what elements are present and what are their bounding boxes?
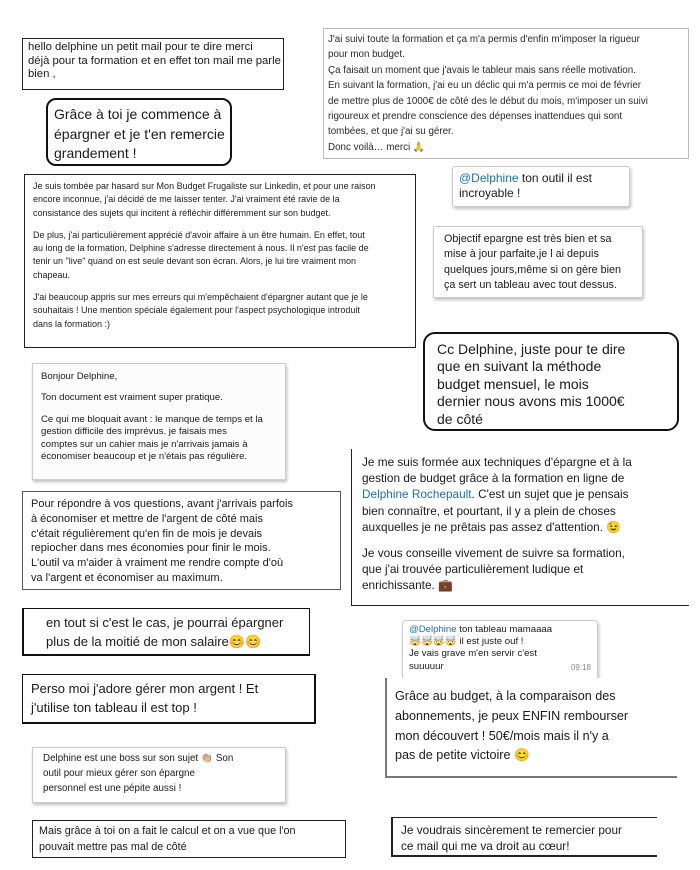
text-line: J'ai suivi toute la formation et ça m'a permis d'enfin m'imposer la rigueur xyxy=(328,34,640,45)
testimonial-calcul xyxy=(32,820,346,858)
text-line: grandement ! xyxy=(54,145,137,161)
text-line: Objectif epargne est très bien et sa xyxy=(444,233,612,245)
text-line: Je suis tombée par hasard sur Mon Budget Frugaliste sur Linkedin, et pour une raison xyxy=(33,181,376,191)
text-line: souhaitais ! Une mention spéciale également pour l'aspect psychologique introduit xyxy=(33,305,360,316)
text-line: Donc voilà… merci 🙏 xyxy=(328,141,426,153)
testimonial-repondre-questions xyxy=(22,491,341,590)
text-line: dans la formation :) xyxy=(33,318,111,329)
text-line: de côté xyxy=(437,410,483,427)
text-line: budget mensuel, le mois xyxy=(437,375,589,392)
text-line: Ce qui me bloquait avant : le manque de temps et la xyxy=(41,413,263,425)
testimonial-hello-delphine xyxy=(22,38,284,90)
text-line: Mais grâce à toi on a fait le calcul et on a vue que l'on xyxy=(39,825,296,837)
text-line: bien connaître, et pourtant, il y a plein de choses xyxy=(362,503,616,518)
text-line: rigoureux et prendre conscience des dépenses inattendues qui sont xyxy=(328,111,623,123)
text-line: chapeau. xyxy=(33,269,71,280)
text-line: pour mon budget. xyxy=(328,49,405,61)
text-line: ton outil il est xyxy=(518,171,592,185)
text-line: En suivant la formation, j'ai eu un déclic qui m'a permis ce moi de février xyxy=(328,80,642,92)
text-line: incroyable ! xyxy=(459,186,521,200)
text-line: Perso moi j'adore gérer mon argent ! Et xyxy=(31,681,259,696)
text-line: Je vous conseille vivement de suivre sa formation, xyxy=(362,546,625,561)
text-line: dernier nous avons mis 1000€ xyxy=(437,393,625,410)
mention-delphine: @Delphine xyxy=(459,171,519,185)
text-line: c'était régulièrement qu'en fin de mois je devais xyxy=(31,527,263,540)
text-line: Bonjour Delphine, xyxy=(41,371,118,382)
text-line: pas de petite victoire 😊 xyxy=(395,748,530,763)
text-line: va l'argent et économiser au maximum. xyxy=(31,571,223,584)
text-line: Je me suis formée aux techniques d'épargne et à la xyxy=(362,455,632,469)
text-line: tombées, et que j'ai su gérer. xyxy=(328,126,454,138)
text-line: comptes sur un cahier mais je n'arrivais jamais à xyxy=(41,438,248,450)
text-line: mon découvert ! 50€/mois mais il n'y a xyxy=(395,728,609,743)
text-line: épargner et je t'en remercie xyxy=(54,125,225,142)
text-line: suuuuur xyxy=(409,660,444,672)
text-line: outil pour mieux gérer son épargne xyxy=(43,767,195,779)
testimonial-gerer-argent xyxy=(22,674,316,724)
text-line: Ça faisait un moment que j'avais le tableur mais sans réelle motivation. xyxy=(328,64,636,76)
text-line: de mettre plus de 1000€ de côté des le début du mois, m'imposer un suivi xyxy=(328,95,648,107)
testimonial-rembourser-decouvert xyxy=(385,678,677,778)
text-line: auxquelles je ne prêtais pas assez d'attention. 😉 xyxy=(362,519,621,534)
testimonial-mon-budget-frugaliste xyxy=(24,174,416,348)
text-line: mise à jour parfaite,je l ai depuis xyxy=(444,248,599,261)
text-line: quelques jours,même si on gère bien xyxy=(444,263,622,276)
text-line: . C'est un sujet que je pensais xyxy=(471,487,629,502)
text-line: enrichissante. 💼 xyxy=(362,578,453,593)
testimonial-grace-a-toi xyxy=(46,98,232,166)
text-line: personnel est une pépite aussi ! xyxy=(43,782,182,794)
text-line: que en suivant la méthode xyxy=(437,358,602,375)
testimonial-moitie-salaire xyxy=(22,608,310,656)
testimonial-outil-incroyable xyxy=(452,166,630,207)
text-line: pouvait mettre pas mal de côté xyxy=(39,840,187,853)
text-line: Ton document est vraiment super pratique. xyxy=(41,392,223,404)
text-line: encore inconnue, j'ai décidé de me laisser tenter. J'ai vraiment été ravie de la xyxy=(33,194,340,205)
text-line: De plus, j'ai particulièrement apprécié d'avoir affaire à un être humain. En effet, tout xyxy=(33,229,365,240)
text-line: L'outil va m'aider à vraiment me rendre compte d'où xyxy=(31,557,284,570)
text-line: Grâce au budget, à la comparaison des xyxy=(395,689,616,703)
testimonial-document-pratique xyxy=(32,363,286,480)
mention-delphine: @Delphine xyxy=(409,624,457,635)
message-timestamp: 09:18 xyxy=(570,662,591,672)
text-line: tenir un "live" quand on est seule devant son écran. Alors, je lui tire vraiment mon xyxy=(33,256,357,267)
text-line: Cc Delphine, juste pour te dire xyxy=(437,341,626,357)
text-line: ton tableau mamaaaa xyxy=(456,624,553,635)
text-line: que j'ai trouvée particulièrement ludique et xyxy=(362,562,584,577)
text-line: à économiser et mettre de l'argent de côté mais xyxy=(31,512,263,525)
text-line: au long de la formation, Delphine s'adresse directement à nous. Il n'est pas facile de xyxy=(33,243,369,254)
text-line: Delphine est une boss sur son sujet 👏🏼 Son xyxy=(43,753,234,764)
text-line: Je vais grave m'en servir c'est xyxy=(409,648,537,660)
text-line: bien , xyxy=(28,68,56,81)
text-line: Je voudrais sincèrement te remercier pour xyxy=(401,823,622,837)
text-line: économiser beaucoup et je n'étais pas régulière. xyxy=(41,451,248,463)
text-line: Pour répondre à vos questions, avant j'arrivais parfois xyxy=(31,498,293,510)
text-line: déjà pour ta formation et en effet ton mail me parle xyxy=(28,54,281,67)
text-line: plus de la moitié de mon salaire😊😊 xyxy=(46,634,262,649)
testimonial-formation-rigueur xyxy=(323,28,689,159)
text-line: Grâce à toi je commence à xyxy=(54,106,222,122)
text-line: J'ai beaucoup appris sur mes erreurs qui m'empêchaient d'épargner autant que je le xyxy=(33,292,368,303)
text-line: en tout si c'est le cas, je pourrai épargner xyxy=(46,615,284,630)
text-line: consistance des sujets qui incitent à réfléchir différemment sur son budget. xyxy=(33,207,331,218)
text-line: j'utilise ton tableau il est top ! xyxy=(31,699,197,715)
delphine-rochepault-link[interactable]: Delphine Rochepault xyxy=(362,487,472,502)
testimonial-remercier-mail xyxy=(391,817,657,857)
testimonial-techniques-epargne xyxy=(351,449,689,606)
text-line: gestion difficile des imprévus. je faisais mes xyxy=(41,426,227,438)
text-line: hello delphine un petit mail pour te dire merci xyxy=(28,41,253,53)
text-line: ce mail qui me va droit au cœur! xyxy=(401,839,570,853)
text-line: abonnements, je peux ENFIN rembourser xyxy=(395,708,629,723)
text-line: repiocher dans mes économies pour finir le mois. xyxy=(31,542,271,555)
testimonial-boss-sujet xyxy=(32,747,286,803)
text-line: ça sert un tableau avec tout dessus. xyxy=(444,278,617,291)
text-line: gestion de budget grâce à la formation en ligne de xyxy=(362,471,625,486)
testimonial-tableau-mamaaaa xyxy=(402,620,598,682)
testimonial-objectif-epargne xyxy=(433,226,643,298)
testimonial-budget-mensuel xyxy=(423,332,679,431)
text-line: 🤯🤯🤯🤯 il est juste ouf ! xyxy=(409,636,524,648)
